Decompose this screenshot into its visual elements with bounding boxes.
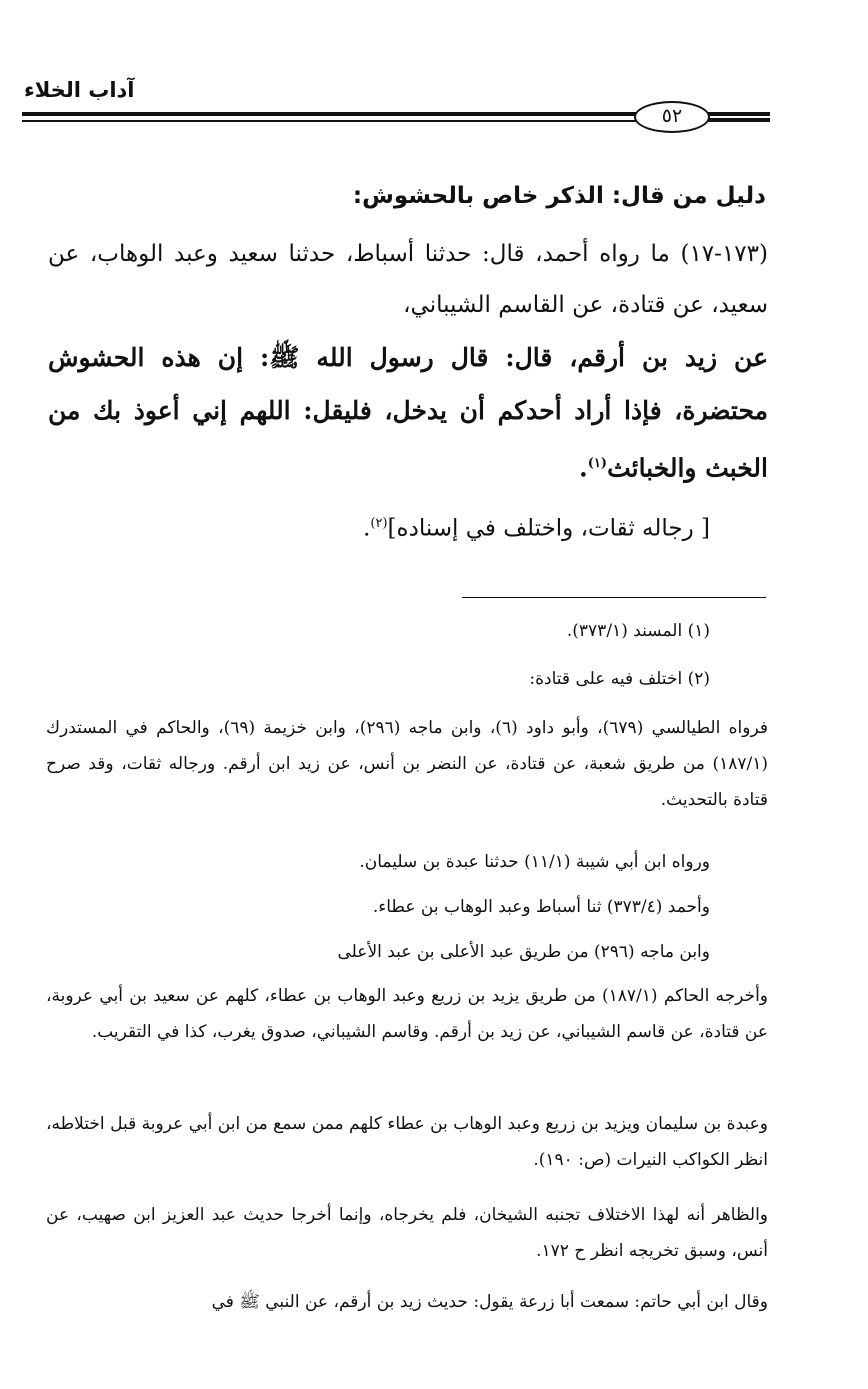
footnote-separator: [462, 597, 766, 598]
footnote-paragraph: وأخرجه الحاكم (١٨٧/١) من طريق يزيد بن زريع وعبد الوهاب بن عطاء، كلهم عن سعيد بن أبي عروبة، عن قتادة، عن قاسم الشيباني، عن زيد بن أرقم. وقاسم الشيباني، صدوق يغرب، كذا في التقريب.: [46, 986, 768, 1042]
footnote-1: (١) المسند (٣٧٣/١).: [566, 621, 710, 641]
grading-text: [ رجاله ثقات، واختلف في إسناده]: [387, 515, 710, 542]
footnote-paragraph: وأحمد (٣٧٣/٤) ثنا أسباط وعبد الوهاب بن عطاء.: [372, 897, 710, 917]
page-number: ٥٢: [634, 101, 710, 133]
header-rule-ornament: [704, 118, 770, 121]
footnote-paragraph: وقال ابن أبي حاتم: سمعت أبا زرعة يقول: حديث زيد بن أرقم، عن النبي ﷺ في: [211, 1292, 768, 1312]
grading-note: [60, 498, 710, 555]
footnote-ref-1: (١): [587, 456, 608, 471]
hadith-text-end: .: [579, 453, 588, 483]
footnote-ref-2: (٢): [370, 516, 388, 531]
footnote-paragraph: والظاهر أنه لهذا الاختلاف تجنبه الشيخان، فلم يخرجاه، وإنما أخرجا حديث عبد العزيز ابن صهيب، عن أنس، وسبق تخريجه انظر ح ١٧٢.: [46, 1205, 768, 1261]
hadith-chain-paragraph: (١٧٣-١٧) ما رواه أحمد، قال: حدثنا أسباط، حدثنا سعيد وعبد الوهاب، عن سعيد، عن قتادة، عن القاسم الشيباني،: [48, 241, 768, 318]
footnote-paragraph: فرواه الطيالسي (٦٧٩)، وأبو داود (٦)، وابن ماجه (٢٩٦)، وابن خزيمة (٦٩)، والحاكم في المستدرك (١٨٧/١) من طريق شعبة، عن قتادة، عن النضر بن أنس، عن زيد ابن أرقم. ورجاله ثقات، وقد صرح قتادة بالتحديث.: [46, 718, 768, 810]
hadith-text-paragraph: [48, 331, 768, 494]
running-title: آداب الخلاء: [24, 78, 135, 102]
footnote-paragraph: ورواه ابن أبي شيبة (١١/١) حدثنا عبدة بن سليمان.: [359, 852, 710, 872]
section-heading: دليل من قال: الذكر خاص بالحشوش:: [352, 183, 766, 209]
grading-text-end: .: [363, 515, 371, 542]
footnote-paragraph: وابن ماجه (٢٩٦) من طريق عبد الأعلى بن عبد الأعلى: [337, 942, 710, 962]
footnote-paragraph: وعبدة بن سليمان ويزيد بن زريع وعبد الوهاب بن عطاء كلهم ممن سمع من ابن أبي عروبة قبل اختلاطه، انظر الكواكب النيرات (ص: ١٩٠).: [46, 1114, 768, 1170]
footnote-2: (٢) اختلف فيه على قتادة:: [529, 669, 710, 689]
hadith-text: عن زيد بن أرقم، قال: قال رسول الله ﷺ: إن هذه الحشوش محتضرة، فإذا أراد أحدكم أن يدخل، فليقل: اللهم إني أعوذ بك من الخبث والخبائث: [48, 343, 768, 483]
